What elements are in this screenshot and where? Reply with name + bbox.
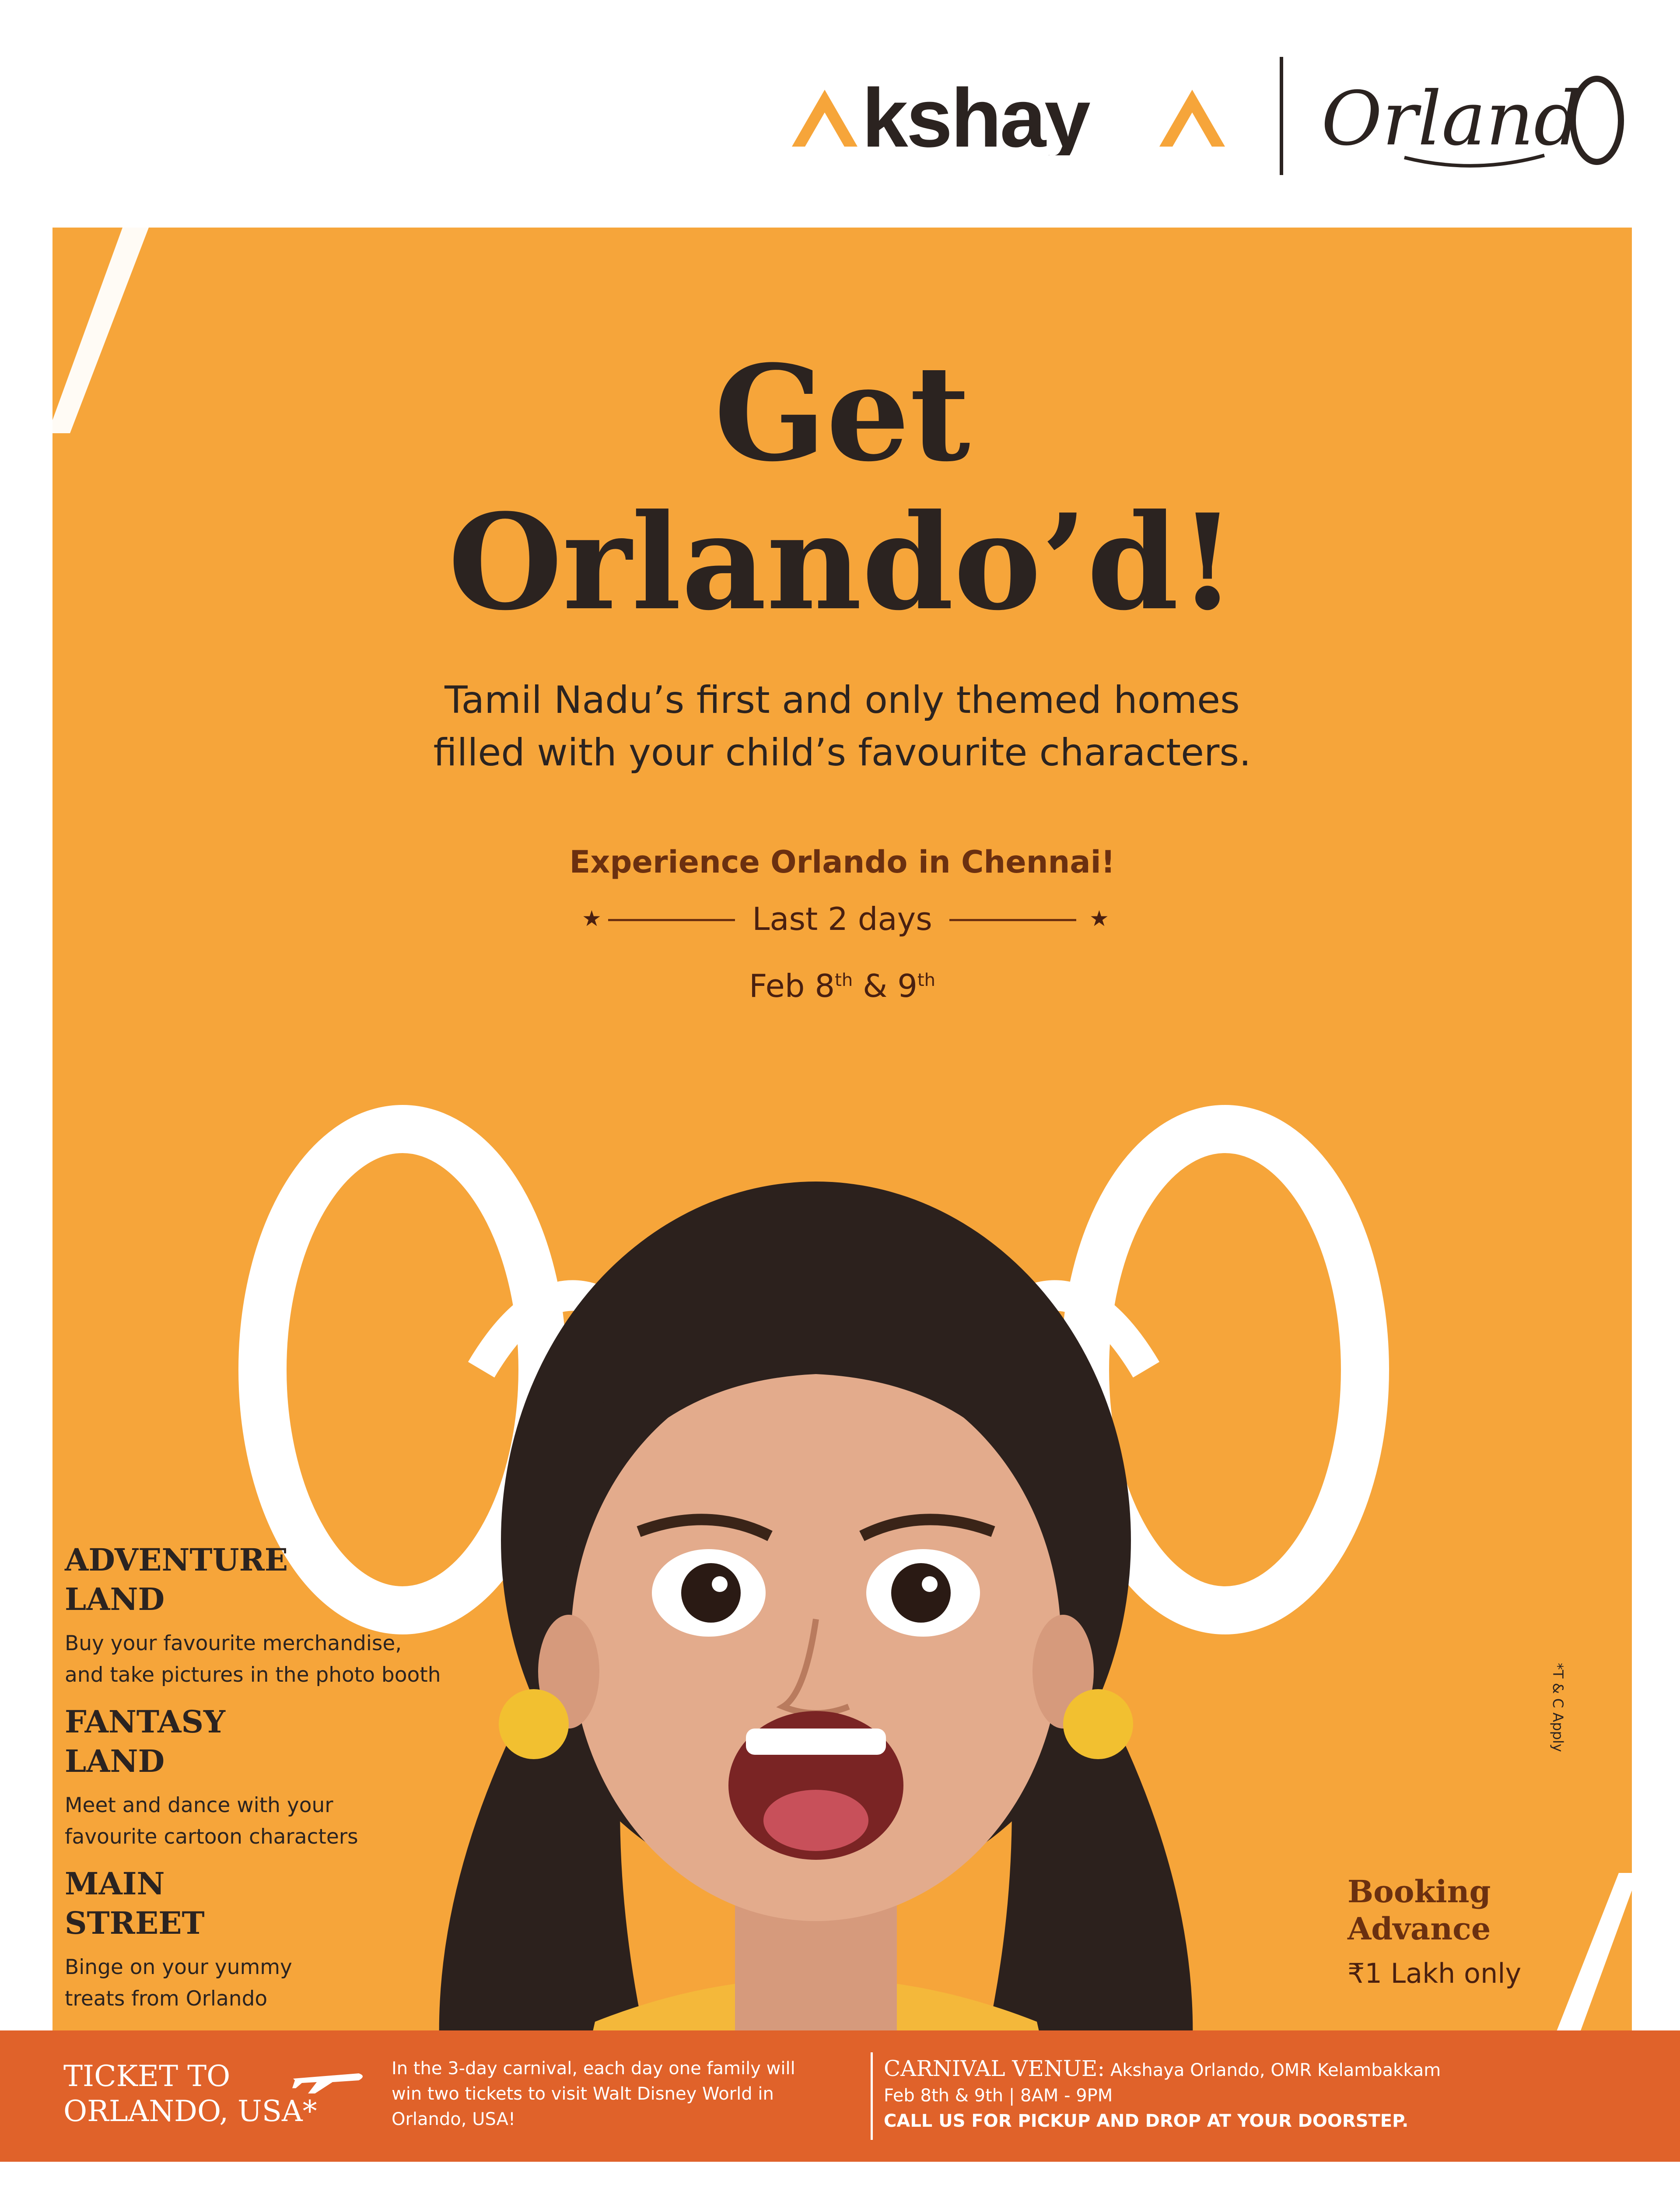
feature-desc: Binge on your yummy treats from Orlando (65, 1955, 292, 2011)
feature-title: ADVENTURE LAND (65, 1542, 288, 1617)
contest-text: In the 3-day carnival, each day one family will win two tickets to visit Walt Disney World in Orlando, USA! (392, 2058, 795, 2129)
akshaya-logo (783, 81, 1256, 155)
headline-line2: Orlando’d! (448, 485, 1236, 639)
subhead-line2: filled with your child’s favourite characters. (433, 731, 1251, 775)
ticket-title: TICKET TO ORLANDO, USA* (63, 2059, 317, 2128)
booking-title: Booking Advance (1348, 1873, 1491, 1947)
feature-title: FANTASY LAND (65, 1704, 225, 1779)
logo-divider (1280, 57, 1283, 175)
subhead-line1: Tamil Nadu’s first and only themed homes (444, 678, 1240, 722)
carnival-strip (0, 2030, 1680, 2162)
hero-panel (52, 228, 1632, 2118)
headline-line1: Get (714, 336, 970, 491)
experience-text: Experience Orlando in Chennai! (569, 844, 1115, 880)
svg-text:Orland: Orland (1321, 76, 1582, 162)
star-icon: ★ (1089, 906, 1109, 931)
strip-divider (871, 2052, 873, 2140)
feature-desc: Meet and dance with your favourite cartoon characters (65, 1793, 358, 1849)
venue-text: CARNIVAL VENUE: Akshaya Orlando, OMR Kelambakkam Feb 8th & 9th | 8AM - 9PM CALL US FOR PICKUP AND DROP AT YOUR DOORSTEP. (884, 2056, 1441, 2131)
airplane-icon (289, 2061, 368, 2096)
booking-amount: ₹1 Lakh only (1348, 1957, 1522, 1989)
last-days: Last 2 days (752, 901, 932, 937)
star-icon: ★ (582, 906, 602, 931)
feature-title: MAIN STREET (65, 1865, 205, 1941)
terms-note: *T & C Apply (1550, 1663, 1566, 1752)
feature-desc: Buy your favourite merchandise, and take pictures in the photo booth (65, 1631, 441, 1687)
orlando-logo (1317, 70, 1632, 171)
svg-text:kshay: kshay (862, 81, 1089, 155)
event-dates: Feb 8th & 9th (749, 968, 935, 1004)
